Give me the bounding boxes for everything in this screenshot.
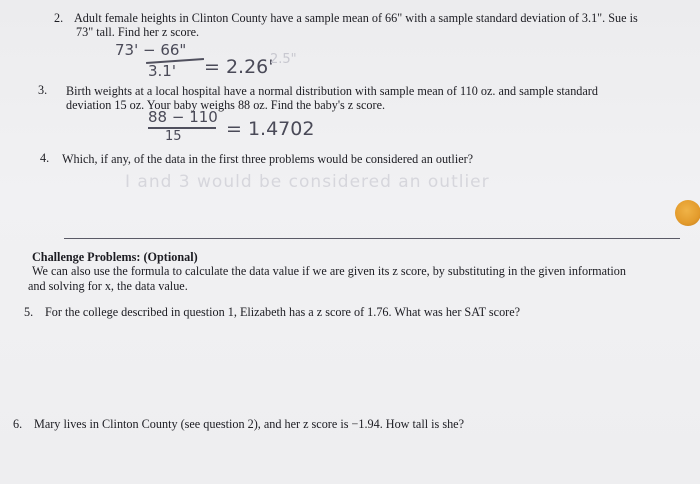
q6-text: Mary lives in Clinton County (see question 2), and her z score is −1.94. How tall is she?	[34, 417, 464, 431]
q3-line-1: Birth weights at a local hospital have a normal distribution with sample mean of 110 oz. and sample standard	[66, 84, 598, 98]
challenge-line-1: We can also use the formula to calculate the data value if we are given its z score, by substituting in the given information	[32, 264, 626, 278]
q3-work-result: = 1.4702	[226, 118, 315, 140]
q2-work-numerator: 73' − 66"	[115, 41, 187, 59]
q2-work-result: = 2.26'	[204, 56, 274, 78]
q5-text: For the college described in question 1, Elizabeth has a z score of 1.76. What was her SAT score?	[45, 305, 521, 319]
hole-punch	[675, 200, 700, 226]
q2-number: 2.	[54, 11, 64, 25]
q6-number: 6.	[13, 417, 23, 431]
q2-work-denominator: 3.1'	[148, 62, 176, 80]
section-divider	[64, 238, 680, 239]
q3-number: 3.	[38, 83, 48, 97]
challenge-heading: Challenge Problems: (Optional)	[32, 250, 198, 264]
q2-line-2: 73" tall. Find her z score.	[76, 25, 200, 39]
q2-work-stray: 2.5"	[270, 52, 297, 67]
q4-number: 4.	[40, 151, 50, 165]
challenge-line-2: and solving for x, the data value.	[28, 279, 188, 293]
q3-fraction-bar	[148, 127, 216, 129]
q3-work-numerator: 88 − 110	[148, 108, 218, 126]
q4-text: Which, if any, of the data in the first three problems would be considered an outlier?	[62, 152, 474, 166]
q2-line-1: Adult female heights in Clinton County have a sample mean of 66" with a sample standard deviation of 3.1". Sue is	[74, 11, 638, 25]
q3-line-2: deviation 15 oz. Your baby weighs 88 oz. Find the baby's z score.	[66, 98, 386, 112]
q3-work-denominator: 15	[165, 129, 182, 144]
q5-number: 5.	[24, 305, 34, 319]
q4-faint-answer: I and 3 would be considered an outlier	[125, 172, 490, 192]
